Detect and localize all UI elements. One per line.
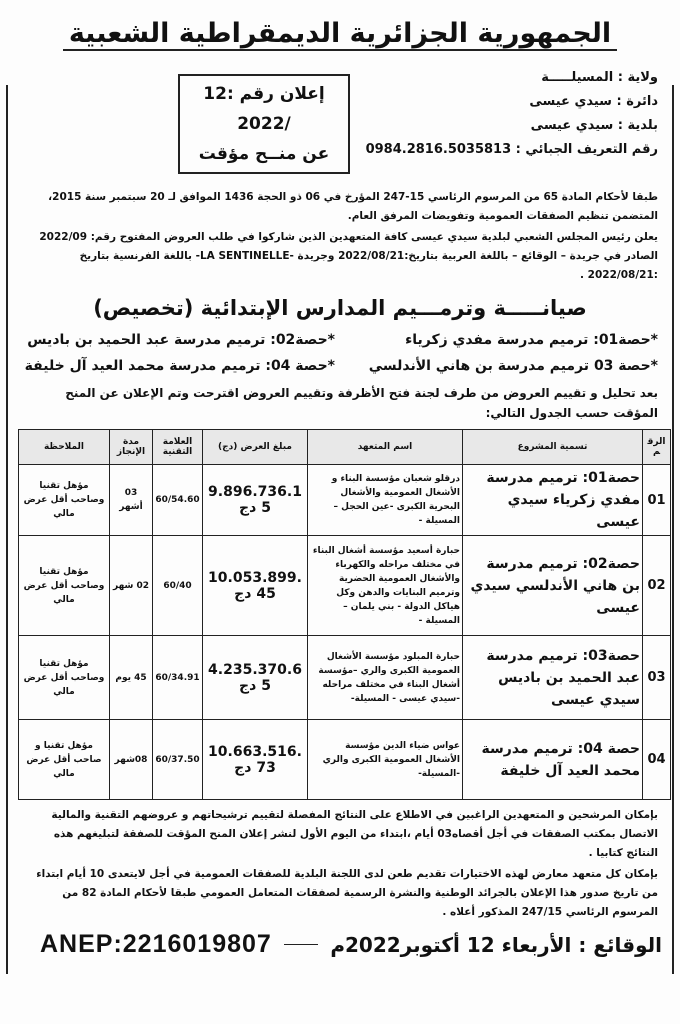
row-note: مؤهل تقنيا وصاحب أقل عرض مالي — [19, 536, 110, 636]
legal-paragraph: طبقا لأحكام المادة 65 من المرسوم الرئاسي 15-247 المؤرخ في 06 ذو الحجة 1436 الموافق لـ 20 سبتمبر سنة 2015، المتضمن تنظيم الصفقات العمومية وتفويضات المرفق العام. — [48, 191, 658, 222]
lot-1: *حصة01: ترميم مدرسة مفدي زكرياء — [405, 332, 658, 348]
header-project: تسمية المشروع — [463, 430, 643, 465]
row-note: مؤهل تقنيا وصاحب أقل عرض مالي — [19, 465, 110, 536]
header-contractor: اسم المتعهد — [308, 430, 463, 465]
header-score: العلامة التقنية — [153, 430, 203, 465]
results-info-paragraph: بإمكان المرشحين و المتعهدين الراغبين في الاطلاع على النتائج المفصلة لتقييم ترشيحاتهم و عروضهم التقنية والمالية الاتصال بمكتب الصفقات في أجل أقصاه03 أيام ،ابتداء من اليوم الأول لنشر إعلان المنح المؤقت للصفقة لتبليغهم هذه النتائج كتابيا . — [51, 809, 658, 859]
newspaper-date: الوقائع : الأربعاء 12 أكتوبر2022م — [330, 932, 662, 957]
row-project: حصة 04: ترميم مدرسة محمد العيد آل خليفة — [463, 720, 643, 800]
row-note: مؤهل تقنيا وصاحب أقل عرض مالي — [19, 636, 110, 720]
results-table — [18, 429, 671, 800]
appeal-paragraph: بإمكان كل متعهد معارض لهذه الاختيارات تقديم طعن لدى اللجنة البلدية للصفقات العمومية في أجل لايتعدى 10 أيام ابتداء من تاريخ صدور هذا الإعلان بالجرائد الوطنية والنشرة الرسمية لصفقات المتعامل العمومي طبقا لأحكام المادة 82 من المرسوم الرئاسي 247/15 المذكور أعلاه . — [36, 868, 658, 918]
subject-heading: صيانـــــة وترمـــيم المدارس الإبتدائية (تخصيص) — [93, 296, 587, 320]
notice-number: إعلان رقم :12 /2022 — [203, 84, 325, 134]
table-header-row — [19, 430, 671, 465]
row-number: 04 — [643, 720, 671, 800]
announcement-paragraph: يعلن رئيس المجلس الشعبي لبلدية سيدي عيسى كافة المتعهدين الذين شاركوا في طلب العروض المفتوح رقم: 2022/09 الصادر في جريدة – الوقائع – باللغة العربية بتاريخ:2022/08/21 وجريدة -LA SENTINELLE- باللغة الفرنسية بتاريخ :2022/08/21 . — [39, 231, 658, 281]
lot-4: *حصة 04: ترميم مدرسة محمد العيد آل خليفة — [24, 358, 335, 374]
wilaya-label: ولاية : المسيلـــــة — [541, 70, 658, 85]
lot-3: *حصة 03 ترميم مدرسة بن هاني الأندلسي — [368, 358, 658, 374]
row-duration: 03 أشهر — [110, 465, 153, 536]
row-contractor: عواس ضياء الدين مؤسسة الأشغال العمومية الكبرى والري -المسيلة- — [308, 720, 463, 800]
row-amount: 10.663.516.73 دج — [203, 720, 308, 800]
lots-list — [22, 329, 658, 377]
row-contractor: حبارة أسعيد مؤسسة أشغال البناء في مختلف مراحله والكهرباء والأشغال العمومية الحضرية وترميم البنايات والدهن وكل هياكل الدولة - بني يلمان – المسيلة - — [308, 536, 463, 636]
table-row — [19, 720, 671, 800]
row-score: 60/37.50 — [153, 720, 203, 800]
footer-bar — [40, 930, 662, 959]
table-row — [19, 465, 671, 536]
row-contractor: حبارة المبلود مؤسسة الأشغال العمومية الكبرى والري –مؤسسة أشغال البناء في مختلف مراحله -سيدي عيسى - المسيلة- — [308, 636, 463, 720]
header-number: الرقم — [643, 430, 671, 465]
row-duration: 02 شهر — [110, 536, 153, 636]
notice-type: عن منــح مؤقت — [198, 144, 330, 164]
row-number: 03 — [643, 636, 671, 720]
document-title: الجمهورية الجزائرية الديمقراطية الشعبية — [0, 14, 680, 54]
intro-paragraph: بعد تحليل و تقييم العروض من طرف لجنة فتح الأظرفة وتقييم العروض اقترحت وتم الإعلان عن المنح المؤقت حسب الجدول التالي: — [65, 386, 658, 420]
row-project: حصة02: ترميم مدرسة بن هاني الأندلسي سيدي عيسى — [463, 536, 643, 636]
lot-2: *حصة02: ترميم مدرسة عبد الحميد بن باديس — [27, 332, 335, 348]
row-duration: 45 يوم — [110, 636, 153, 720]
row-note: مؤهل تقنيا و صاحب أقل عرض مالي — [19, 720, 110, 800]
tax-id: رقم التعريف الجبائي : 0984.2816.5035813 — [365, 142, 658, 157]
header-amount: مبلغ العرض (دج) — [203, 430, 308, 465]
row-score: 60/40 — [153, 536, 203, 636]
row-number: 01 — [643, 465, 671, 536]
row-project: حصة01: ترميم مدرسة مفدي زكرياء سيدي عيسى — [463, 465, 643, 536]
notice-box — [178, 74, 350, 174]
row-amount: 4.235.370.65 دج — [203, 636, 308, 720]
row-number: 02 — [643, 536, 671, 636]
header-info — [366, 66, 658, 162]
row-amount: 10.053.899.45 دج — [203, 536, 308, 636]
header-note: الملاحظة — [19, 430, 110, 465]
anep-number: ANEP:2216019807 — [40, 930, 272, 958]
row-score: 60/34.91 — [153, 636, 203, 720]
table-row — [19, 536, 671, 636]
table-row — [19, 636, 671, 720]
divider — [284, 944, 319, 945]
row-contractor: درقلو شعبان مؤسسة البناء و الأشغال العمومية والأشغال البحرية الكبرى -عين الحجل – المسيلة - — [308, 465, 463, 536]
daira-label: دائرة : سيدي عيسى — [529, 94, 658, 109]
header-duration: مدة الإنجاز — [110, 430, 153, 465]
row-duration: 08شهر — [110, 720, 153, 800]
baladiya-label: بلدية : سيدي عيسى — [530, 118, 658, 133]
row-project: حصة03: ترميم مدرسة عبد الحميد بن باديس سيدي عيسى — [463, 636, 643, 720]
row-amount: 9.896.736.15 دج — [203, 465, 308, 536]
row-score: 60/54.60 — [153, 465, 203, 536]
header-block — [0, 54, 680, 174]
